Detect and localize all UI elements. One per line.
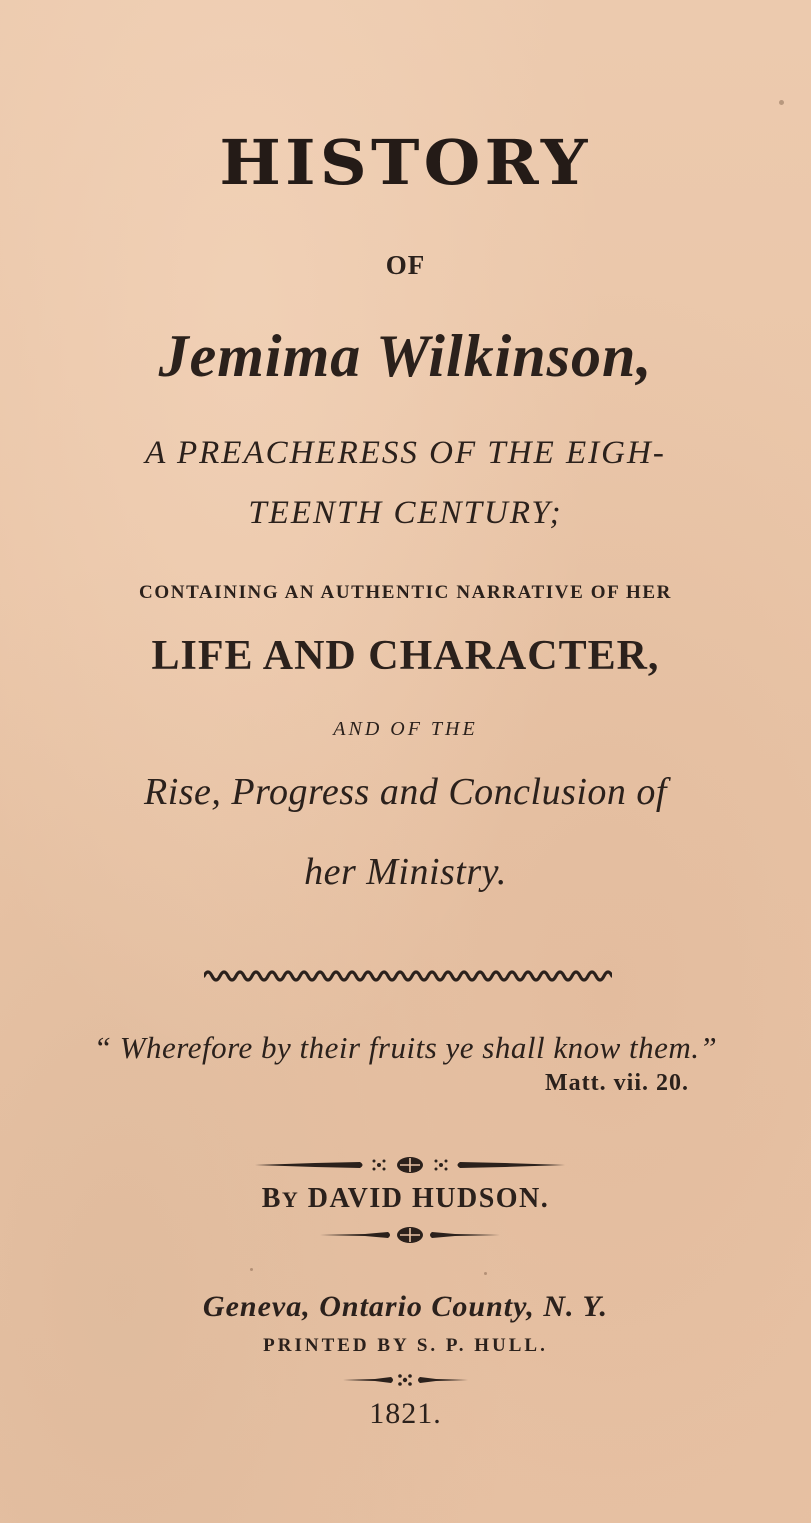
containing-line: CONTAINING AN AUTHENTIC NARRATIVE OF HER: [139, 582, 672, 603]
author-name: DAVID HUDSON.: [307, 1183, 550, 1214]
her-ministry-line: her Ministry.: [304, 851, 507, 893]
byline-by-rest: Y: [281, 1187, 300, 1212]
and-of-the: AND OF THE: [333, 718, 478, 740]
epigraph-quote: “ Wherefore by their fruits ye shall know them.”: [93, 1030, 718, 1065]
title-of: OF: [385, 250, 426, 280]
paper-speck: [779, 100, 784, 105]
fleuron-ornament-bottom: [343, 1370, 468, 1390]
title-name: Jemima Wilkinson,: [158, 323, 653, 389]
imprint-year: 1821.: [369, 1397, 442, 1430]
subtitle-line-2: TEENTH CENTURY;: [248, 495, 563, 531]
rise-progress-line: Rise, Progress and Conclusion of: [143, 771, 667, 813]
fleuron-ornament-middle: [320, 1224, 500, 1246]
wavy-rule-ornament: [204, 964, 612, 986]
byline-by-initial: B: [261, 1183, 282, 1214]
byline: [0, 1183, 811, 1215]
imprint-place: Geneva, Ontario County, N. Y.: [202, 1290, 609, 1323]
life-and-character: LIFE AND CHARACTER,: [151, 633, 660, 679]
paper-speck: [484, 1272, 487, 1275]
imprint-printer: PRINTED BY S. P. HULL.: [263, 1335, 548, 1356]
paper-speck: [250, 1268, 253, 1271]
title-history: HISTORY: [219, 126, 592, 199]
fleuron-ornament-top: [255, 1153, 565, 1177]
subtitle-line-1: A PREACHERESS OF THE EIGH-: [145, 435, 666, 471]
epigraph-citation: Matt. vii. 20.: [545, 1070, 689, 1096]
